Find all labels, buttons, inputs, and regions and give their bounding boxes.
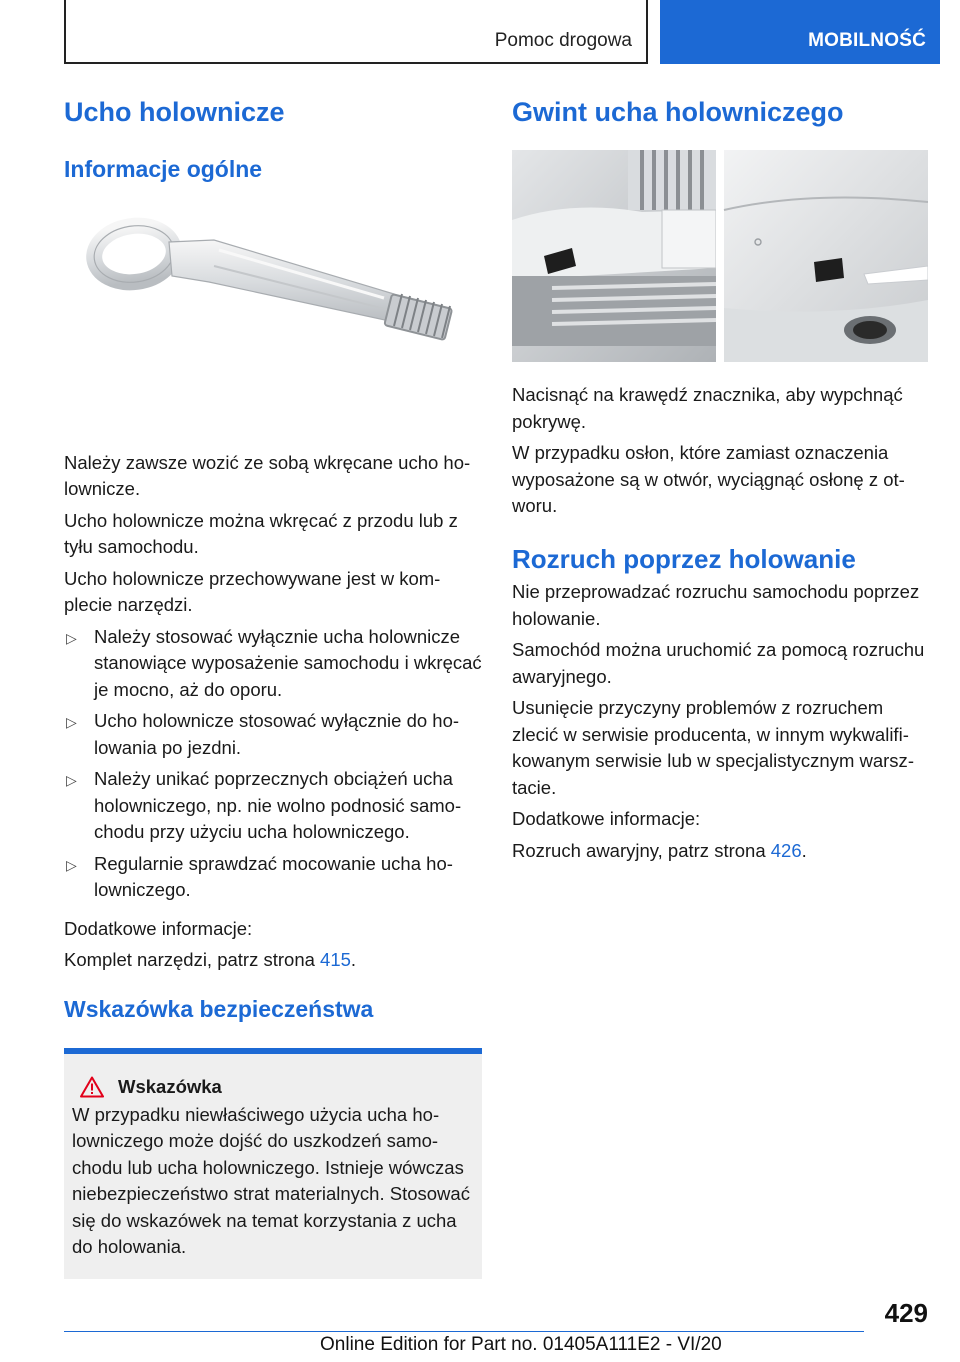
section-title-tow-eye: Ucho holownicze [64,97,285,127]
section-title-tow-start: Rozruch poprzez holowanie [512,543,856,574]
list-item: ▷ Regularnie sprawdzać mocowanie ucha holowniczego. [66,852,453,901]
paragraph-press-marker: Nacisnąć na krawędź znacznika, aby wypchnąć pokrywę. [512,384,903,432]
more-info-label: Dodatkowe informacje: [64,917,253,939]
warning-label: Wskazówka [118,1075,222,1097]
warning-box [64,1048,482,1279]
instructions-list [64,624,482,904]
left-column [64,96,482,1279]
paragraph-service: Usunięcie przyczyny problemów z rozruchem zlecić w serwisie producenta, w innym wykwalifikowanym serwisie lub w specjalistycznym warsztacie. [512,697,914,798]
bumper-photos [512,150,928,362]
paragraph-front-rear: Ucho holownicze można wkręcać z przodu lub z tyłu samochodu. [64,509,458,558]
footer-edition: Online Edition for Part no. 01405A111E2 - VI/20 [320,1334,722,1355]
tow-eye-illustration [64,194,482,444]
bumper-cover-illustration [512,150,928,362]
list-item: ▷ Należy unikać poprzecznych obciążeń ucha holowniczego, np. nie wolno podnosić samochodu przy użyciu ucha holowniczego. [66,768,462,843]
right-column [512,96,928,869]
warning-triangle-icon [80,1076,104,1098]
subsection-title-general: Informacje ogólne [64,156,263,183]
section-title-tow-thread: Gwint ucha holowniczego [512,97,844,127]
header-chapter-title: MOBILNOŚĆ [808,30,926,51]
paragraph-pull-cover: W przypadku osłon, które zamiast oznaczenia wyposażone są w otwór, wyciągnąć osłonę z otworu. [512,442,905,517]
more-info-label: Dodatkowe informacje: [512,808,701,830]
paragraph-always-carry: Należy zawsze wozić ze sobą wkręcane ucho holownicze. [64,451,471,500]
header-chapter-tab [660,0,940,64]
header-section-title: Pomoc drogowa [494,30,632,51]
triangle-bullet-icon: ▷ [66,714,77,731]
triangle-bullet-icon: ▷ [66,772,77,789]
header-section-box [64,0,648,64]
page-link-426[interactable]: 426 [770,839,802,861]
paragraph-jump-start: Samochód można uruchomić za pomocą rozruchu awaryjnego. [512,639,925,687]
triangle-bullet-icon: ▷ [66,629,77,646]
triangle-bullet-icon: ▷ [66,856,77,873]
footer-divider [64,1331,864,1332]
page-number: 429 [884,1298,928,1328]
page-link-415[interactable]: 415 [320,949,351,971]
list-item: ▷ Ucho holownicze stosować wyłącznie do holowania po jezdni. [66,710,460,758]
warning-text: W przypadku niewłaściwego użycia ucha holowniczego może dojść do uszkodzeń samochodu lub ucha holowniczego. Istnieje wówczas niebezpieczeństwo strat materialnych. Stosować się do wskazówek na temat korzystania z ucha do holowania. [72,1103,470,1258]
toolkit-reference: Komplet narzędzi, patrz strona 415. [64,949,357,971]
paragraph-no-tow-start: Nie przeprowadzać rozruchu samochodu poprzez holowanie. [512,581,920,629]
subsection-title-safety: Wskazówka bezpieczeństwa [64,995,374,1022]
jump-start-reference: Rozruch awaryjny, patrz strona 426. [512,839,807,861]
list-item: ▷ Należy stosować wyłącznie ucha holownicze stanowiące wyposażenie samochodu i wkręcać je mocno, aż do oporu. [66,625,482,700]
paragraph-storage: Ucho holownicze przechowywane jest w komplecie narzędzi. [64,567,441,616]
tow-eye-image [64,194,482,444]
